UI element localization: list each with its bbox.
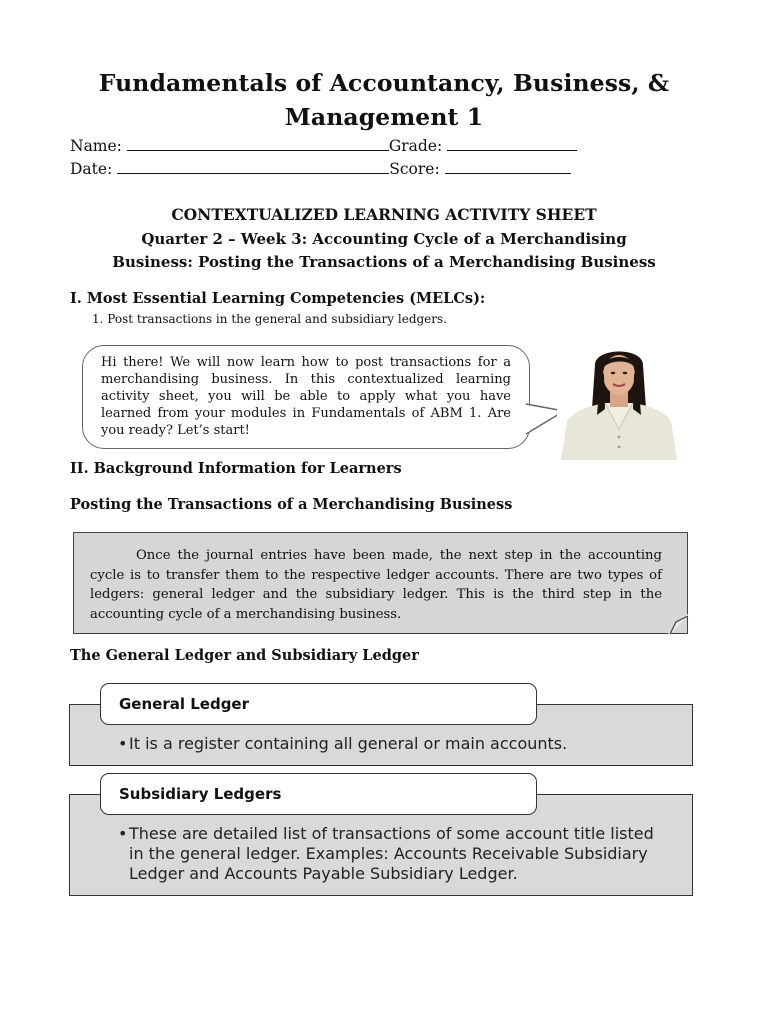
title-line-2: Management 1	[284, 103, 484, 131]
background-subheading: Posting the Transactions of a Merchandising Business	[70, 496, 513, 513]
name-field[interactable]	[127, 136, 389, 151]
general-ledger-text-row	[118, 734, 658, 754]
document-title	[60, 66, 708, 134]
subtitle-line-1: Quarter 2 – Week 3: Accounting Cycle of a Merchandising	[141, 230, 627, 248]
page-fold-icon	[668, 614, 690, 636]
sheet-subtitle	[40, 228, 728, 273]
date-field[interactable]	[117, 159, 389, 174]
melc-item: 1. Post transactions in the general and subsidiary ledgers.	[92, 312, 447, 326]
date-label: Date:	[70, 160, 113, 178]
general-ledger-title: General Ledger	[100, 683, 537, 725]
grade-field[interactable]	[447, 136, 577, 151]
score-label: Score:	[389, 160, 440, 178]
teacher-portrait	[557, 345, 681, 460]
melc-heading: I. Most Essential Learning Competencies (MELCs):	[70, 290, 486, 307]
background-paragraph: Once the journal entries have been made, the next step in the accounting cycle is to transfer them to the respective ledger accounts. There are two types of ledgers: general ledger and the subsidiary ledger. This is the third step in the accounting cycle of a merchandising business.	[90, 548, 662, 622]
name-label: Name:	[70, 137, 122, 155]
bullet-icon: •	[118, 824, 128, 843]
name-grade-row	[70, 136, 577, 156]
bullet-icon: •	[118, 734, 128, 753]
sheet-title: CONTEXTUALIZED LEARNING ACTIVITY SHEET	[171, 205, 597, 224]
subtitle-line-2: Business: Posting the Transactions of a Merchandising Business	[112, 252, 656, 271]
general-ledger-description: It is a register containing all general or main accounts.	[129, 734, 568, 753]
title-line-1: Fundamentals of Accountancy, Business, &	[98, 69, 670, 97]
bubble-text: Hi there! We will now learn how to post transactions for a merchandising business. In this contextualized learning activity sheet, you will be able to apply what you have learned from your modules in Fundamentals of ABM 1. Are you ready? Let’s start!	[101, 355, 511, 438]
subsidiary-ledger-description: These are detailed list of transactions of some account title listed in the general ledger. Examples: Accounts Receivable Subsidiary Ledger and Accounts Payable Subsidiary Ledger.	[129, 824, 654, 883]
grade-label: Grade:	[388, 137, 443, 155]
subsidiary-ledger-title: Subsidiary Ledgers	[100, 773, 537, 815]
subsidiary-ledger-text-row	[118, 824, 658, 884]
ledgers-heading: The General Ledger and Subsidiary Ledger	[70, 647, 419, 664]
background-heading: II. Background Information for Learners	[70, 460, 402, 477]
date-score-row	[70, 159, 571, 179]
score-field[interactable]	[445, 159, 571, 174]
